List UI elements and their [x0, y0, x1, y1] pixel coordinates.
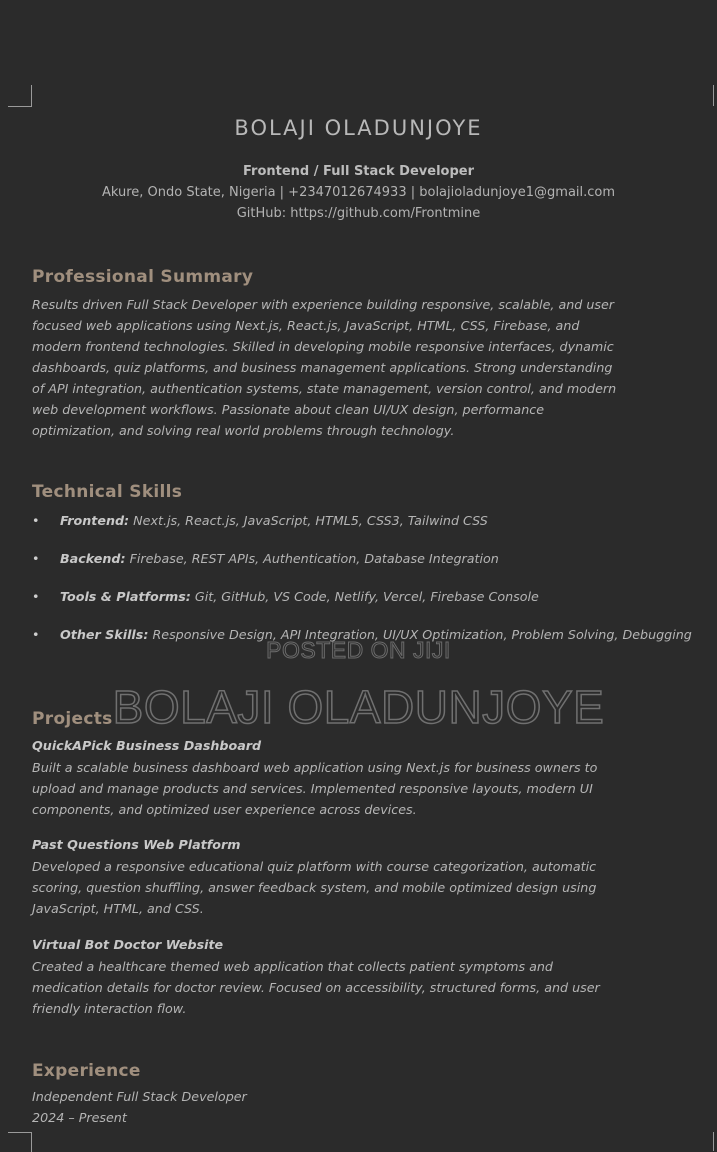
project-line: components, and optimized user experience across devices.	[32, 802, 417, 817]
bullet-icon: •	[32, 551, 40, 566]
crop-mark-top-right	[713, 85, 717, 106]
project-line: upload and manage products and services. Implemented responsive layouts, modern UI	[32, 781, 593, 796]
skill-values: Git, GitHub, VS Code, Netlify, Vercel, Firebase Console	[190, 589, 539, 604]
contact-info: Akure, Ondo State, Nigeria | +2347012674933 | bolajioladunjoye1@gmail.com	[101, 185, 616, 200]
summary-line: Results driven Full Stack Developer with experience building responsive, scalable, and user	[32, 297, 615, 312]
skills-heading: Technical Skills	[32, 482, 183, 502]
project-description	[32, 856, 714, 919]
project-line: friendly interaction flow.	[32, 1001, 187, 1016]
project-title: Virtual Bot Doctor Website	[32, 937, 224, 952]
experience-role: Independent Full Stack Developer	[32, 1089, 247, 1104]
job-role: Frontend / Full Stack Developer	[242, 164, 474, 179]
skill-category: Backend:	[60, 551, 126, 566]
crop-mark-top-left	[8, 85, 32, 107]
project-line: Developed a responsive educational quiz platform with course categorization, automatic	[32, 859, 597, 874]
experience-heading: Experience	[32, 1061, 141, 1081]
crop-mark-bottom-right	[713, 1132, 717, 1151]
experience-period: 2024 – Present	[32, 1110, 127, 1125]
skill-category: Tools & Platforms:	[60, 589, 191, 604]
project-line: medication details for doctor review. Focused on accessibility, structured forms, and user	[32, 980, 600, 995]
project-line: scoring, question shuffling, answer feedback system, and mobile optimized design using	[32, 880, 597, 895]
skill-item	[32, 548, 714, 569]
project-line: JavaScript, HTML, and CSS.	[32, 901, 204, 916]
project-description	[32, 956, 714, 1019]
project-title: QuickAPick Business Dashboard	[32, 738, 262, 753]
skill-values: Responsive Design, API Integration, UI/UX Optimization, Problem Solving, Debugging	[148, 627, 692, 642]
crop-mark-bottom-left	[8, 1132, 32, 1152]
bullet-icon: •	[32, 513, 40, 528]
summary-line: modern frontend technologies. Skilled in developing mobile responsive interfaces, dynamic	[32, 339, 614, 354]
skill-values: Firebase, REST APIs, Authentication, Database Integration	[125, 551, 499, 566]
bullet-icon: •	[32, 589, 40, 604]
skill-item	[32, 510, 714, 531]
watermark-posted-on-jiji: POSTED ON JIJI	[266, 637, 451, 663]
project-description	[32, 757, 714, 820]
skill-category: Frontend:	[60, 513, 130, 528]
github-link[interactable]: GitHub: https://github.com/Frontmine	[236, 206, 481, 221]
summary-text	[32, 294, 714, 441]
summary-heading: Professional Summary	[32, 267, 254, 287]
resume-name: BOLAJI OLADUNJOYE	[234, 116, 483, 140]
summary-line: dashboards, quiz platforms, and business management applications. Strong understanding	[32, 360, 613, 375]
project-line: Created a healthcare themed web application that collects patient symptoms and	[32, 959, 553, 974]
summary-line: of API integration, authentication systems, state management, version control, and modern	[32, 381, 617, 396]
skill-category: Other Skills:	[60, 627, 149, 642]
skill-values: Next.js, React.js, JavaScript, HTML5, CSS3, Tailwind CSS	[129, 513, 488, 528]
project-line: Built a scalable business dashboard web application using Next.js for business owners to	[32, 760, 598, 775]
summary-line: optimization, and solving real world problems through technology.	[32, 423, 455, 438]
summary-line: focused web applications using Next.js, React.js, JavaScript, HTML, CSS, Firebase, and	[32, 318, 580, 333]
summary-line: web development workflows. Passionate about clean UI/UX design, performance	[32, 402, 545, 417]
watermark-name: BOLAJI OLADUNJOYE	[112, 681, 605, 733]
projects-heading: Projects	[32, 709, 113, 729]
bullet-icon: •	[32, 627, 40, 642]
project-title: Past Questions Web Platform	[32, 837, 241, 852]
skill-item	[32, 586, 714, 607]
